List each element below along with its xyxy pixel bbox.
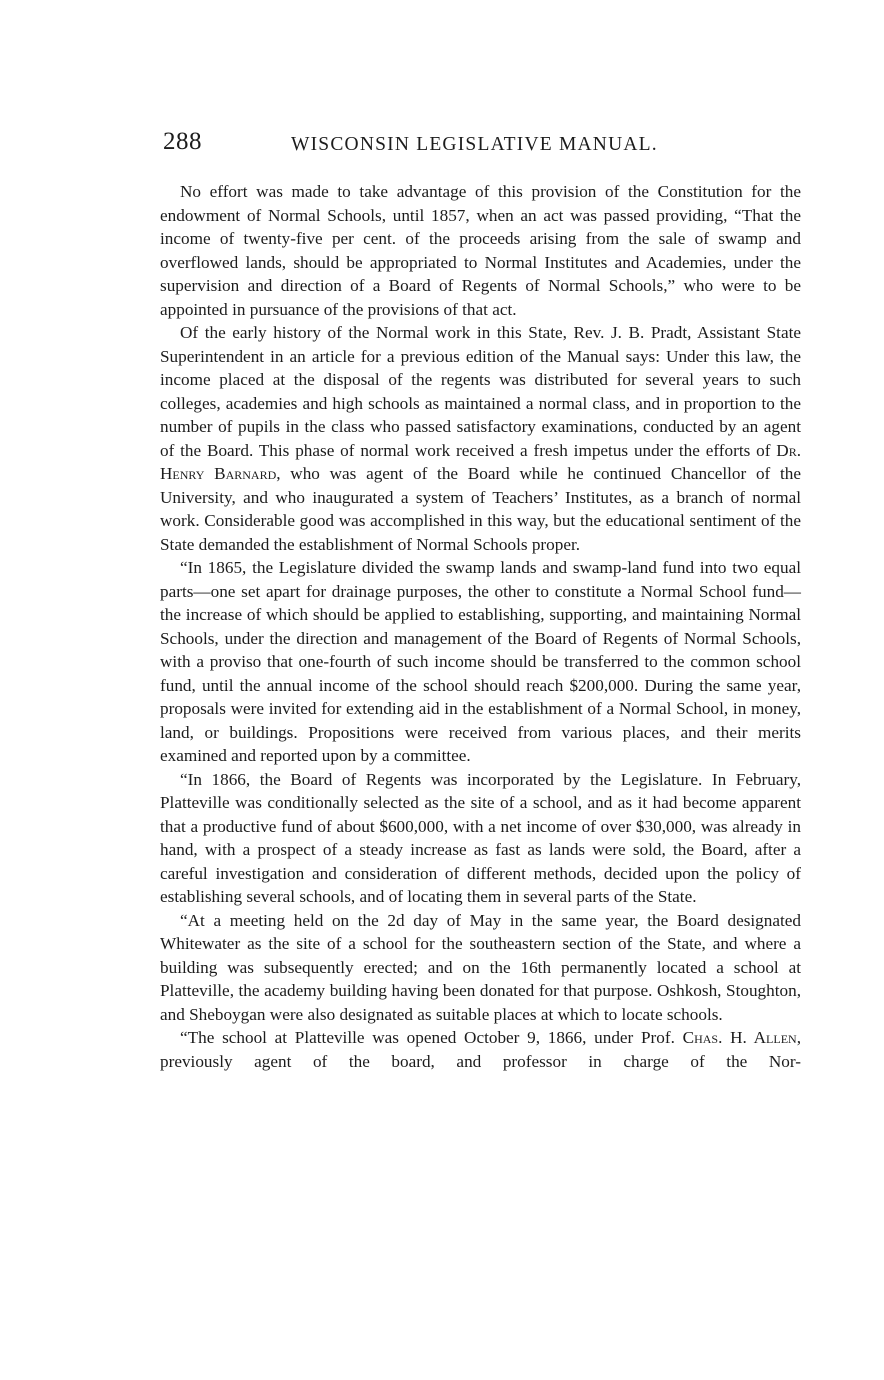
paragraph-1865-legislature bbox=[160, 556, 801, 768]
person-name: Dr. Henry Barnard bbox=[160, 440, 801, 483]
paragraph-text-before: “The school at Platteville was opened October 9, 1866, under Prof. bbox=[180, 1028, 683, 1047]
paragraph-text-before: Of the early history of the Normal work in this State, Rev. J. B. Pradt, Assistant State Superintendent in an article for a previous edition of the Manual says: Under this law, the income placed at the disposal of the regents was distributed for several years to such colleges, academies and high schools as maintained a normal class, and in proportion to the number of pupils in the class who passed satisfactory examinations, conducted by an agent of the Board. This phase of normal work received a fresh impetus under the efforts of bbox=[160, 323, 801, 460]
paragraph-text: “At a meeting held on the 2d day of May in the same year, the Board designated Whitewater as the site of a school for the southeastern section of the State, and where a building was subsequently erected; and on the 16th permanently located a school at Platteville, the academy building having been donated for that purpose. Oshkosh, Stoughton, and Sheboygan were also designated as suitable places at which to locate schools. bbox=[160, 910, 801, 1024]
paragraph-constitution-provision bbox=[160, 180, 801, 321]
paragraph-text-after: , who was agent of the Board while he continued Chancellor of the University, and who inaugurated a system of Teachers’ Institutes, as a branch of normal work. Considerable good was accomplished in this way, but the educational sentiment of the State demanded the establishment of Normal Schools proper. bbox=[160, 464, 801, 554]
paragraph-1866-regents bbox=[160, 768, 801, 909]
paragraph-text: “In 1866, the Board of Regents was incorporated by the Legislature. In February, Platteville was conditionally selected as the site of a school, and as it had become apparent that a productive fund of about $600,000, with a net income of over $30,000, was already in hand, with a prospect of a steady increase as fast as lands were sold, the Board, after a careful investigation and consideration of different methods, decided upon the policy of establishing several schools, and of locating them in several parts of the State. bbox=[160, 769, 801, 906]
paragraph-platteville-school bbox=[160, 1026, 801, 1073]
paragraph-text: “In 1865, the Legislature divided the swamp lands and swamp-land fund into two equal parts—one set apart for drainage purposes, the other to constitute a Normal School fund—the increase of which should be applied to establishing, supporting, and maintaining Normal Schools, under the direction and management of the Board of Regents of Normal Schools, with a proviso that one-fourth of such income should be transferred to the common school fund, until the annual income of the school should reach $200,000. During the same year, proposals were invited for extending aid in the establishment of a Normal School, in money, land, or buildings. Propositions were received from various places, and their merits examined and reported upon by a committee. bbox=[160, 558, 801, 765]
paragraph-text: No effort was made to take advantage of this provision of the Constitution for the endowment of Normal Schools, until 1857, when an act was passed providing, “That the income of twenty-five per cent. of the proceeds arising from the sale of swamp and overflowed lands, should be appropriated to Normal Institutes and Academies, under the supervision and direction of a Board of Regents of Normal Schools,” who were to be appointed in pursuance of the provisions of that act. bbox=[160, 182, 801, 319]
running-title: WISCONSIN LEGISLATIVE MANUAL. bbox=[291, 134, 658, 155]
paragraph-text-after: , previously agent of the board, and professor in charge of the Nor- bbox=[160, 1028, 801, 1071]
paragraph-early-history bbox=[160, 321, 801, 556]
page-number: 288 bbox=[163, 128, 202, 155]
body-text bbox=[160, 180, 801, 1073]
paragraph-meeting-may bbox=[160, 909, 801, 1027]
page-header bbox=[163, 128, 803, 168]
person-name: Chas. H. Allen bbox=[682, 1028, 797, 1047]
